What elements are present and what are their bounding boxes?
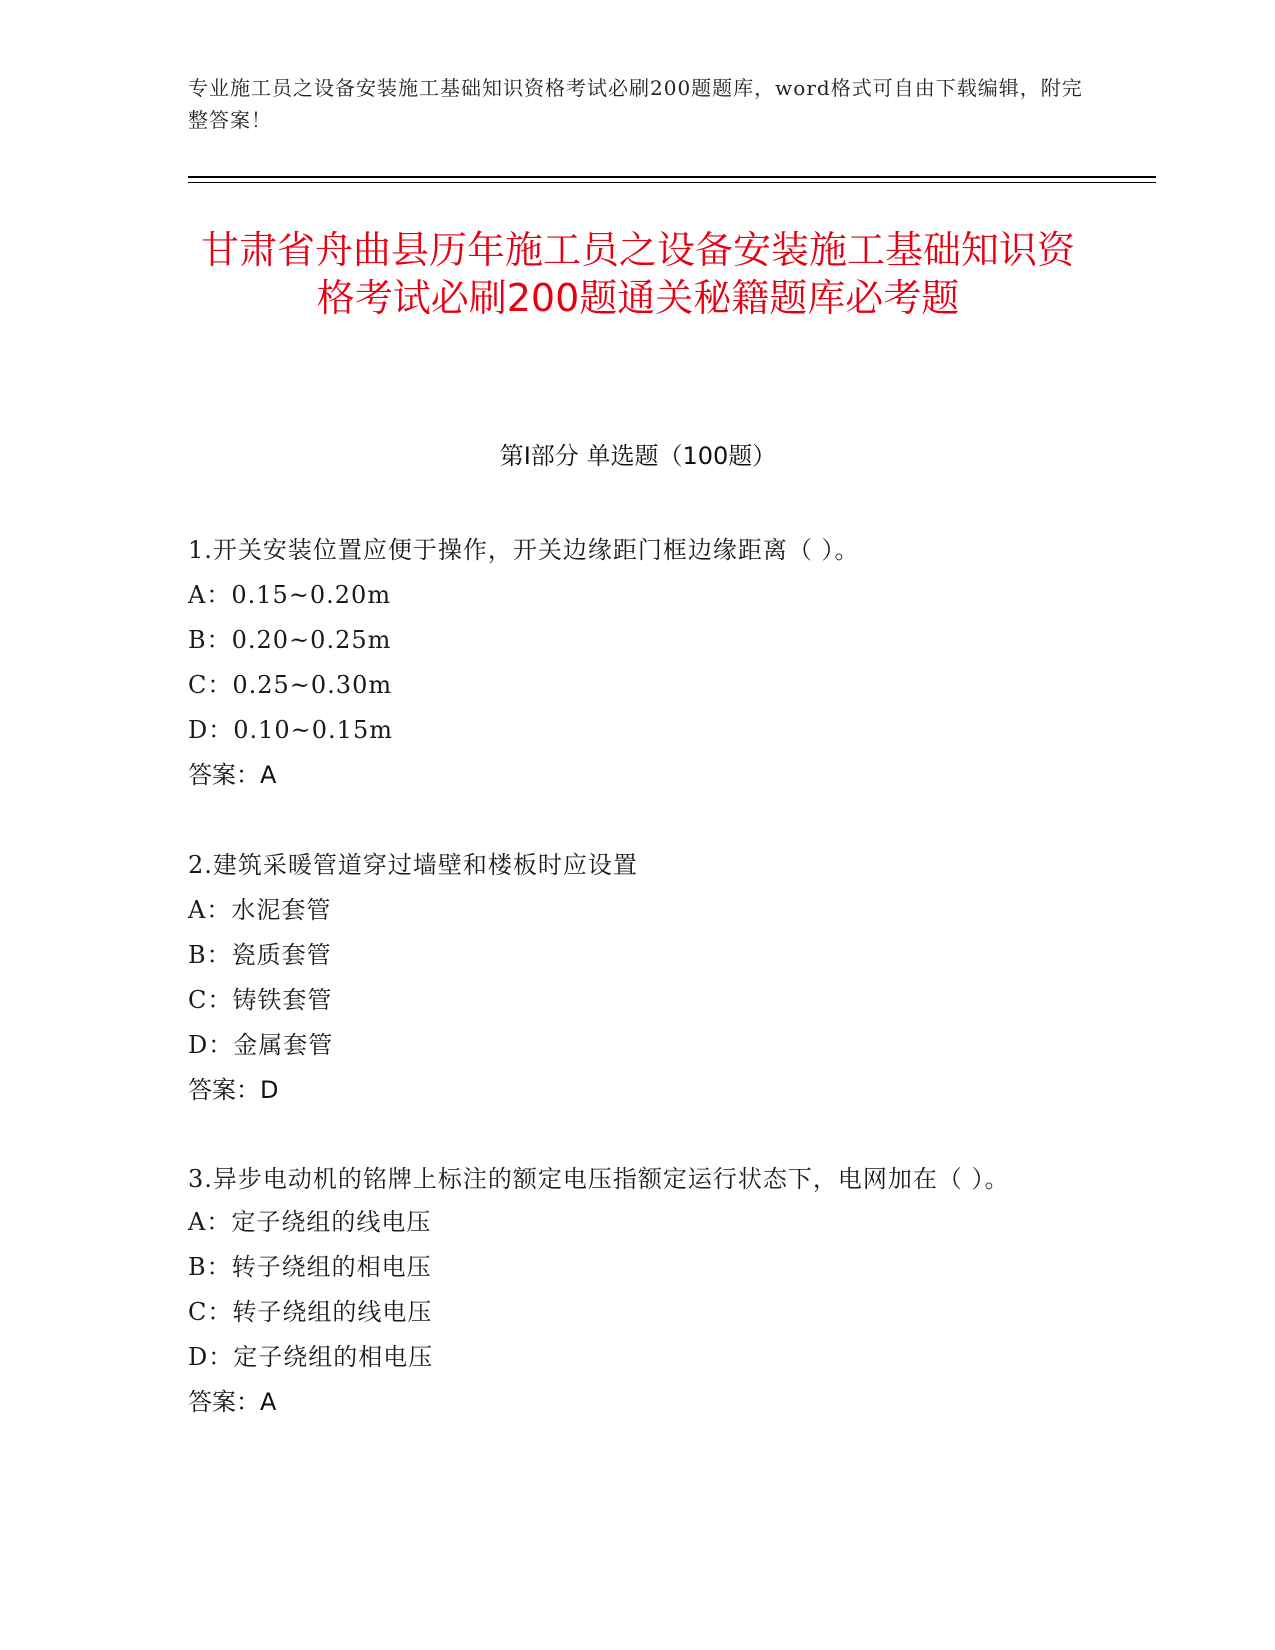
option-b: B：瓷质套管 xyxy=(188,941,332,969)
option-a: A：0.15~0.20m xyxy=(188,581,392,609)
document-title: 甘肃省舟曲县历年施工员之设备安装施工基础知识资格考试必刷200题通关秘籍题库必考题 xyxy=(200,228,1075,320)
question-list xyxy=(188,528,1088,1425)
question-stem: 1.开关安装位置应便于操作，开关边缘距门框边缘距离（ ）。 xyxy=(188,536,860,564)
option-d: D：金属套管 xyxy=(188,1031,334,1059)
answer: 答案：A xyxy=(188,761,277,789)
header-rule-thin xyxy=(188,182,1156,183)
option-a: A：水泥套管 xyxy=(188,896,332,924)
question-1 xyxy=(188,528,1088,798)
question-stem: 2.建筑采暖管道穿过墙壁和楼板时应设置 xyxy=(188,851,638,879)
answer: 答案：A xyxy=(188,1388,277,1416)
question-spacer xyxy=(188,1113,1088,1158)
option-b: B：转子绕组的相电压 xyxy=(188,1253,432,1281)
question-3 xyxy=(188,1158,1088,1425)
option-c: C：转子绕组的线电压 xyxy=(188,1298,433,1326)
question-2 xyxy=(188,843,1088,1113)
header-note: 专业施工员之设备安装施工基础知识资格考试必刷200题题库，word格式可自由下载编辑，附完整答案！ xyxy=(188,76,1083,132)
option-c: C：0.25~0.30m xyxy=(188,671,393,699)
header-rule-thick xyxy=(188,176,1156,178)
option-b: B：0.20~0.25m xyxy=(188,626,392,654)
answer: 答案：D xyxy=(188,1076,279,1104)
option-d: D：0.10~0.15m xyxy=(188,716,393,744)
option-d: D：定子绕组的相电压 xyxy=(188,1343,434,1371)
question-stem: 3.异步电动机的铭牌上标注的额定电压指额定运行状态下，电网加在（ ）。 xyxy=(188,1165,1010,1193)
option-a: A：定子绕组的线电压 xyxy=(188,1208,432,1236)
section-title: 第Ⅰ部分 单选题（100题） xyxy=(499,442,777,470)
question-spacer xyxy=(188,798,1088,843)
option-c: C：铸铁套管 xyxy=(188,986,333,1014)
